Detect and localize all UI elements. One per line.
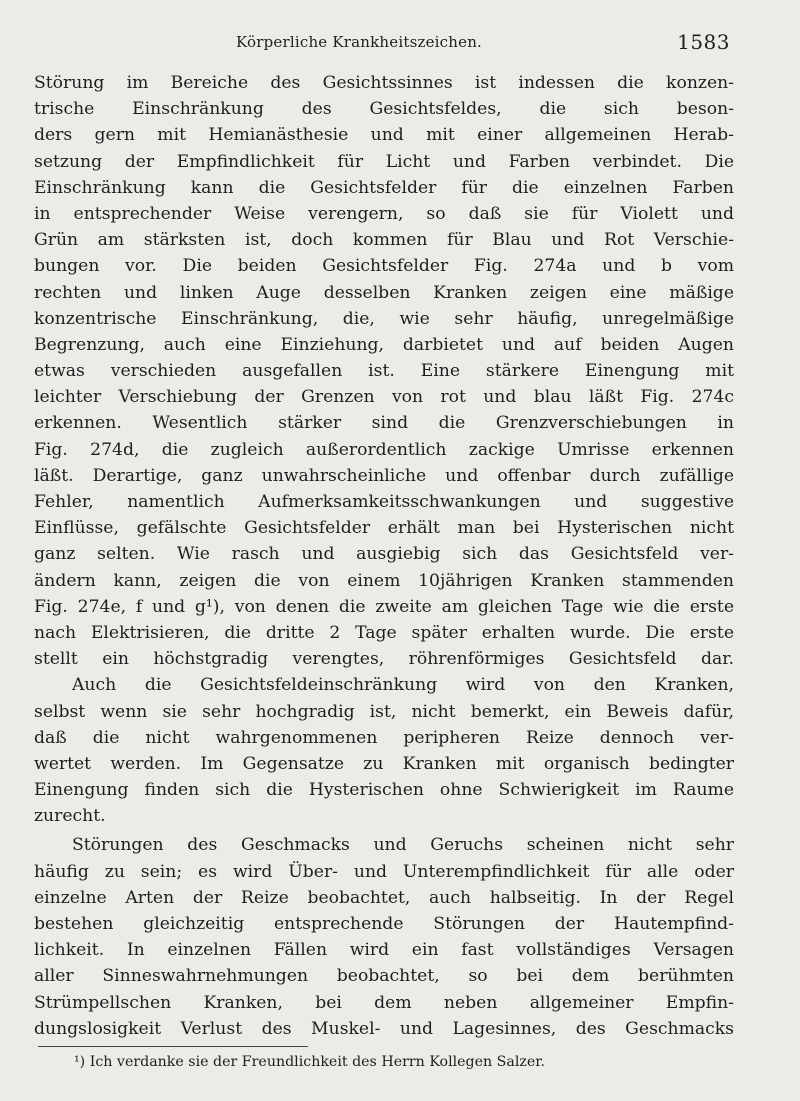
paragraph — [34, 672, 734, 829]
text-line: rechten und linken Auge desselben Kranken zeigen eine mäßige — [34, 282, 734, 303]
text-line: häufig zu sein; es wird Über- und Unterempfindlichkeit für alle oder — [34, 861, 734, 882]
text-line: ganz selten. Wie rasch und ausgiebig sich das Gesichtsfeld ver- — [34, 544, 734, 565]
text-line: Strümpellschen Kranken, bei dem neben allgemeiner Empfin- — [34, 992, 734, 1013]
footnote-text: ¹) Ich verdanke sie der Freundlichkeit des Herrn Kollegen Salzer. — [74, 1054, 545, 1070]
running-title: Körperliche Krankheitszeichen. — [236, 33, 483, 51]
text-line: Störungen des Geschmacks und Geruchs scheinen nicht sehr — [72, 835, 734, 856]
text-line: setzung der Empfindlichkeit für Licht und Farben verbindet. Die — [34, 151, 734, 172]
text-line: Begrenzung, auch eine Einziehung, darbietet und auf beiden Augen — [34, 334, 734, 355]
text-line: Fehler, namentlich Aufmerksamkeitsschwankungen und suggestive — [34, 492, 734, 512]
body-text — [34, 70, 734, 1042]
text-line: nach Elektrisieren, die dritte 2 Tage später erhalten wurde. Die erste — [34, 622, 734, 643]
text-line: stellt ein höchstgradig verengtes, röhrenförmiges Gesichtsfeld dar. — [34, 649, 734, 670]
text-line: leichter Verschiebung der Grenzen von rot und blau läßt Fig. 274c — [34, 387, 734, 408]
text-line: zurecht. — [34, 806, 106, 827]
text-line: Fig. 274e, f und g¹), von denen die zweite am gleichen Tage wie die erste — [34, 596, 734, 617]
text-line: in entsprechender Weise verengern, so daß sie für Violett und — [34, 203, 734, 224]
text-line: Grün am stärksten ist, doch kommen für Blau und Rot Verschie- — [34, 230, 734, 251]
text-line: lichkeit. In einzelnen Fällen wird ein fast vollständiges Versagen — [34, 940, 734, 961]
text-line: Einflüsse, gefälschte Gesichtsfelder erhält man bei Hysterischen nicht — [34, 518, 734, 539]
text-line: bestehen gleichzeitig entsprechende Störungen der Hautempfind- — [34, 914, 734, 934]
text-line: einzelne Arten der Reize beobachtet, auch halbseitig. In der Regel — [34, 887, 734, 908]
text-line: Auch die Gesichtsfeldeinschränkung wird von den Kranken, — [72, 675, 734, 696]
text-line: aller Sinneswahrnehmungen beobachtet, so bei dem berühmten — [34, 966, 734, 987]
footnote-rule — [38, 1046, 308, 1047]
text-line: Einengung finden sich die Hysterischen ohne Schwierigkeit im Raume — [34, 780, 734, 801]
text-line: konzentrische Einschränkung, die, wie sehr häufig, unregelmäßige — [34, 308, 734, 329]
text-line: trische Einschränkung des Gesichtsfeldes, die sich beson- — [34, 99, 734, 120]
text-line: dungslosigkeit Verlust des Muskel- und Lagesinnes, des Geschmacks — [34, 1018, 734, 1039]
text-line: Fig. 274d, die zugleich außerordentlich zackige Umrisse erkennen — [34, 439, 734, 460]
text-line: erkennen. Wesentlich stärker sind die Grenzverschiebungen in — [34, 413, 734, 434]
text-line: wertet werden. Im Gegensatze zu Kranken mit organisch bedingter — [34, 753, 734, 774]
running-head — [0, 30, 800, 58]
paragraph — [34, 70, 734, 672]
text-line: läßt. Derartige, ganz unwahrscheinliche und offenbar durch zufällige — [34, 465, 734, 486]
text-line: Störung im Bereiche des Gesichtssinnes ist indessen die konzen- — [34, 73, 734, 93]
text-line: ders gern mit Hemianästhesie und mit einer allgemeinen Herab- — [34, 125, 734, 146]
text-line: Einschränkung kann die Gesichtsfelder für die einzelnen Farben — [34, 177, 734, 198]
text-line: etwas verschieden ausgefallen ist. Eine stärkere Einengung mit — [34, 361, 734, 382]
text-line: ändern kann, zeigen die von einem 10jährigen Kranken stammenden — [34, 570, 734, 591]
text-line: bungen vor. Die beiden Gesichtsfelder Fig. 274a und b vom — [34, 256, 734, 277]
text-line: selbst wenn sie sehr hochgradig ist, nicht bemerkt, ein Beweis dafür, — [34, 701, 734, 722]
paragraph — [34, 832, 734, 1042]
text-line: daß die nicht wahrgenommenen peripheren Reize dennoch ver- — [34, 727, 734, 748]
page-number: 1583 — [677, 30, 730, 54]
